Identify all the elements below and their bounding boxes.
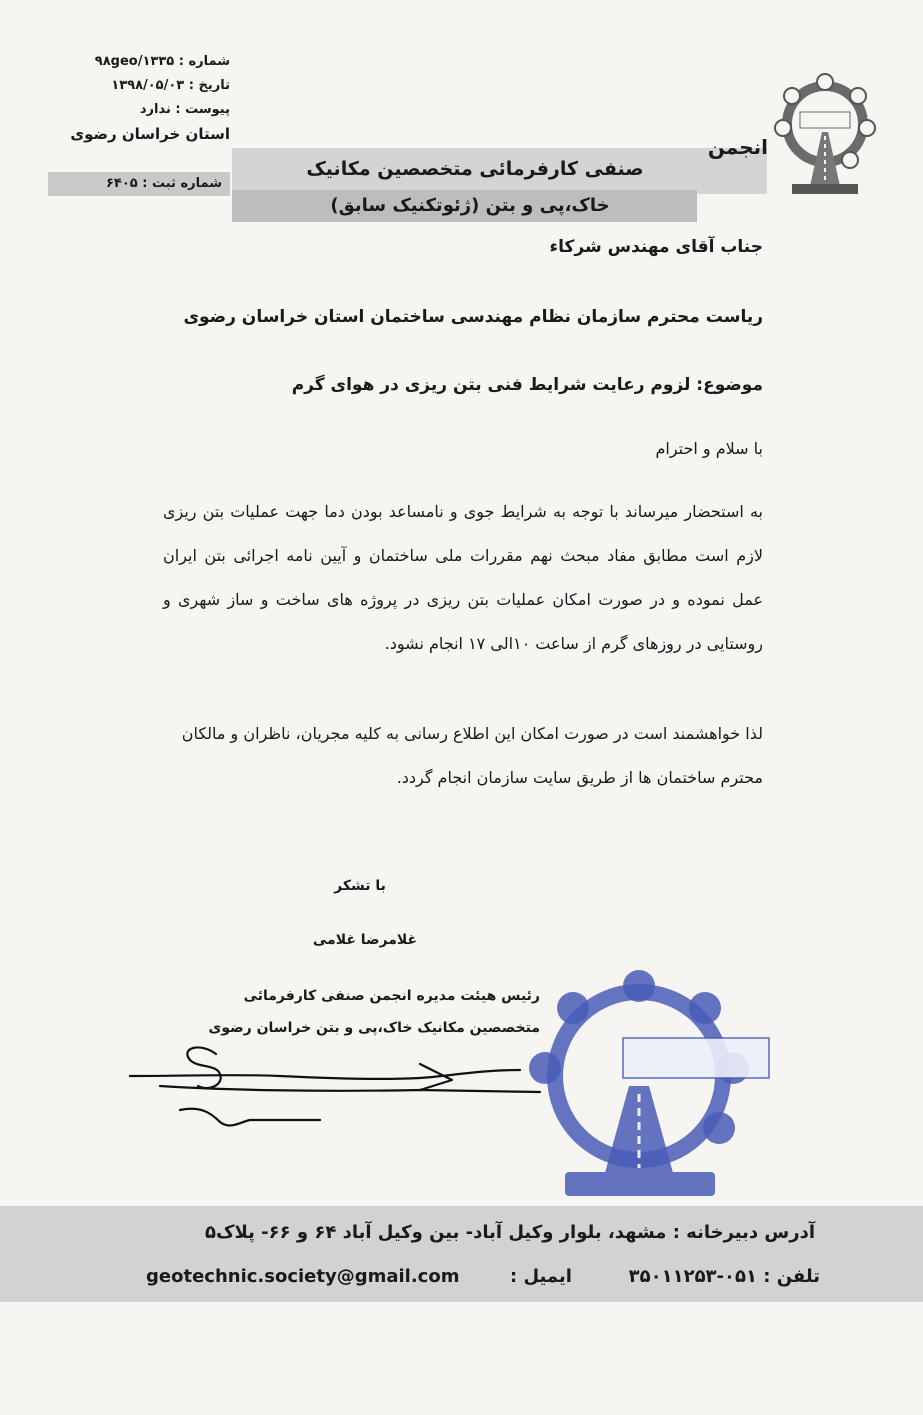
footer-email[interactable]: geotechnic.society@gmail.com xyxy=(146,1266,460,1287)
letter-number: شماره : ۹۸geo/۱۳۳۵ xyxy=(94,54,230,69)
recipient: ریاست محترم سازمان نظام مهندسی ساختمان استان خراسان رضوی xyxy=(183,307,763,327)
closing: با تشکر xyxy=(334,878,386,894)
footer-phone: تلفن : ۰۵۱-۳۵۰۱۱۲۵۳ xyxy=(628,1266,820,1287)
addressee: جناب آقای مهندس شرکاء xyxy=(549,237,763,257)
signer-title-line2: متخصصین مکانیک خاک،پی و بتن خراسان رضوی xyxy=(208,1020,540,1036)
footer-contact xyxy=(140,1262,820,1292)
body-paragraph-1: به استحضار میرساند با توجه به شرایط جوی و نامساعد بودن دما جهت عملیات بتن ریزی لازم است مطابق مفاد مبحث نهم مقررات ملی ساختمان و آیین نامه اجرائی بتن ایران عمل نموده و در صورت امکان عملیات بتن ریزی در پروژه های ساخت و ساز شهری و روستایی در روزهای گرم از ساعت ۱۰الی ۱۷ انجام نشود. xyxy=(163,502,763,653)
signer-title-line1: رئیس هیئت مدیره انجمن صنفی کارفرمائی xyxy=(243,988,540,1004)
association-word: انجمن xyxy=(707,135,768,159)
signer-name: غلامرضا غلامی xyxy=(312,932,418,948)
footer-email-label: ایمیل : xyxy=(510,1266,572,1287)
association-logo-icon xyxy=(770,66,880,198)
greeting: با سلام و احترام xyxy=(655,439,763,458)
association-name-line1: صنفی کارفرمائی متخصصین مکانیک xyxy=(306,158,644,180)
association-name-line2: خاک،پی و بتن (ژئوتکنیک سابق) xyxy=(330,195,610,216)
registration-number: شماره ثبت : ۶۴۰۵ xyxy=(48,172,230,196)
letter-meta xyxy=(40,50,230,146)
body-paragraph-2: لذا خواهشمند است در صورت امکان این اطلاع رسانی به کلیه مجریان، ناظران و مالکان محترم ساختمان ها از طریق سایت سازمان انجام گردد. xyxy=(181,724,763,787)
letter-attachment: پیوست : ندارد xyxy=(139,102,230,117)
letter-date: تاریخ : ۱۳۹۸/۰۵/۰۳ xyxy=(111,78,230,93)
footer-address: آدرس دبیرخانه : مشهد، بلوار وکیل آباد- بین وکیل آباد ۶۴ و ۶۶- پلاک۵ xyxy=(205,1222,815,1243)
handwritten-signature xyxy=(120,1040,560,1140)
subject-line: موضوع: لزوم رعایت شرایط فنی بتن ریزی در هوای گرم xyxy=(291,375,763,395)
letter-province: استان خراسان رضوی xyxy=(70,125,230,143)
